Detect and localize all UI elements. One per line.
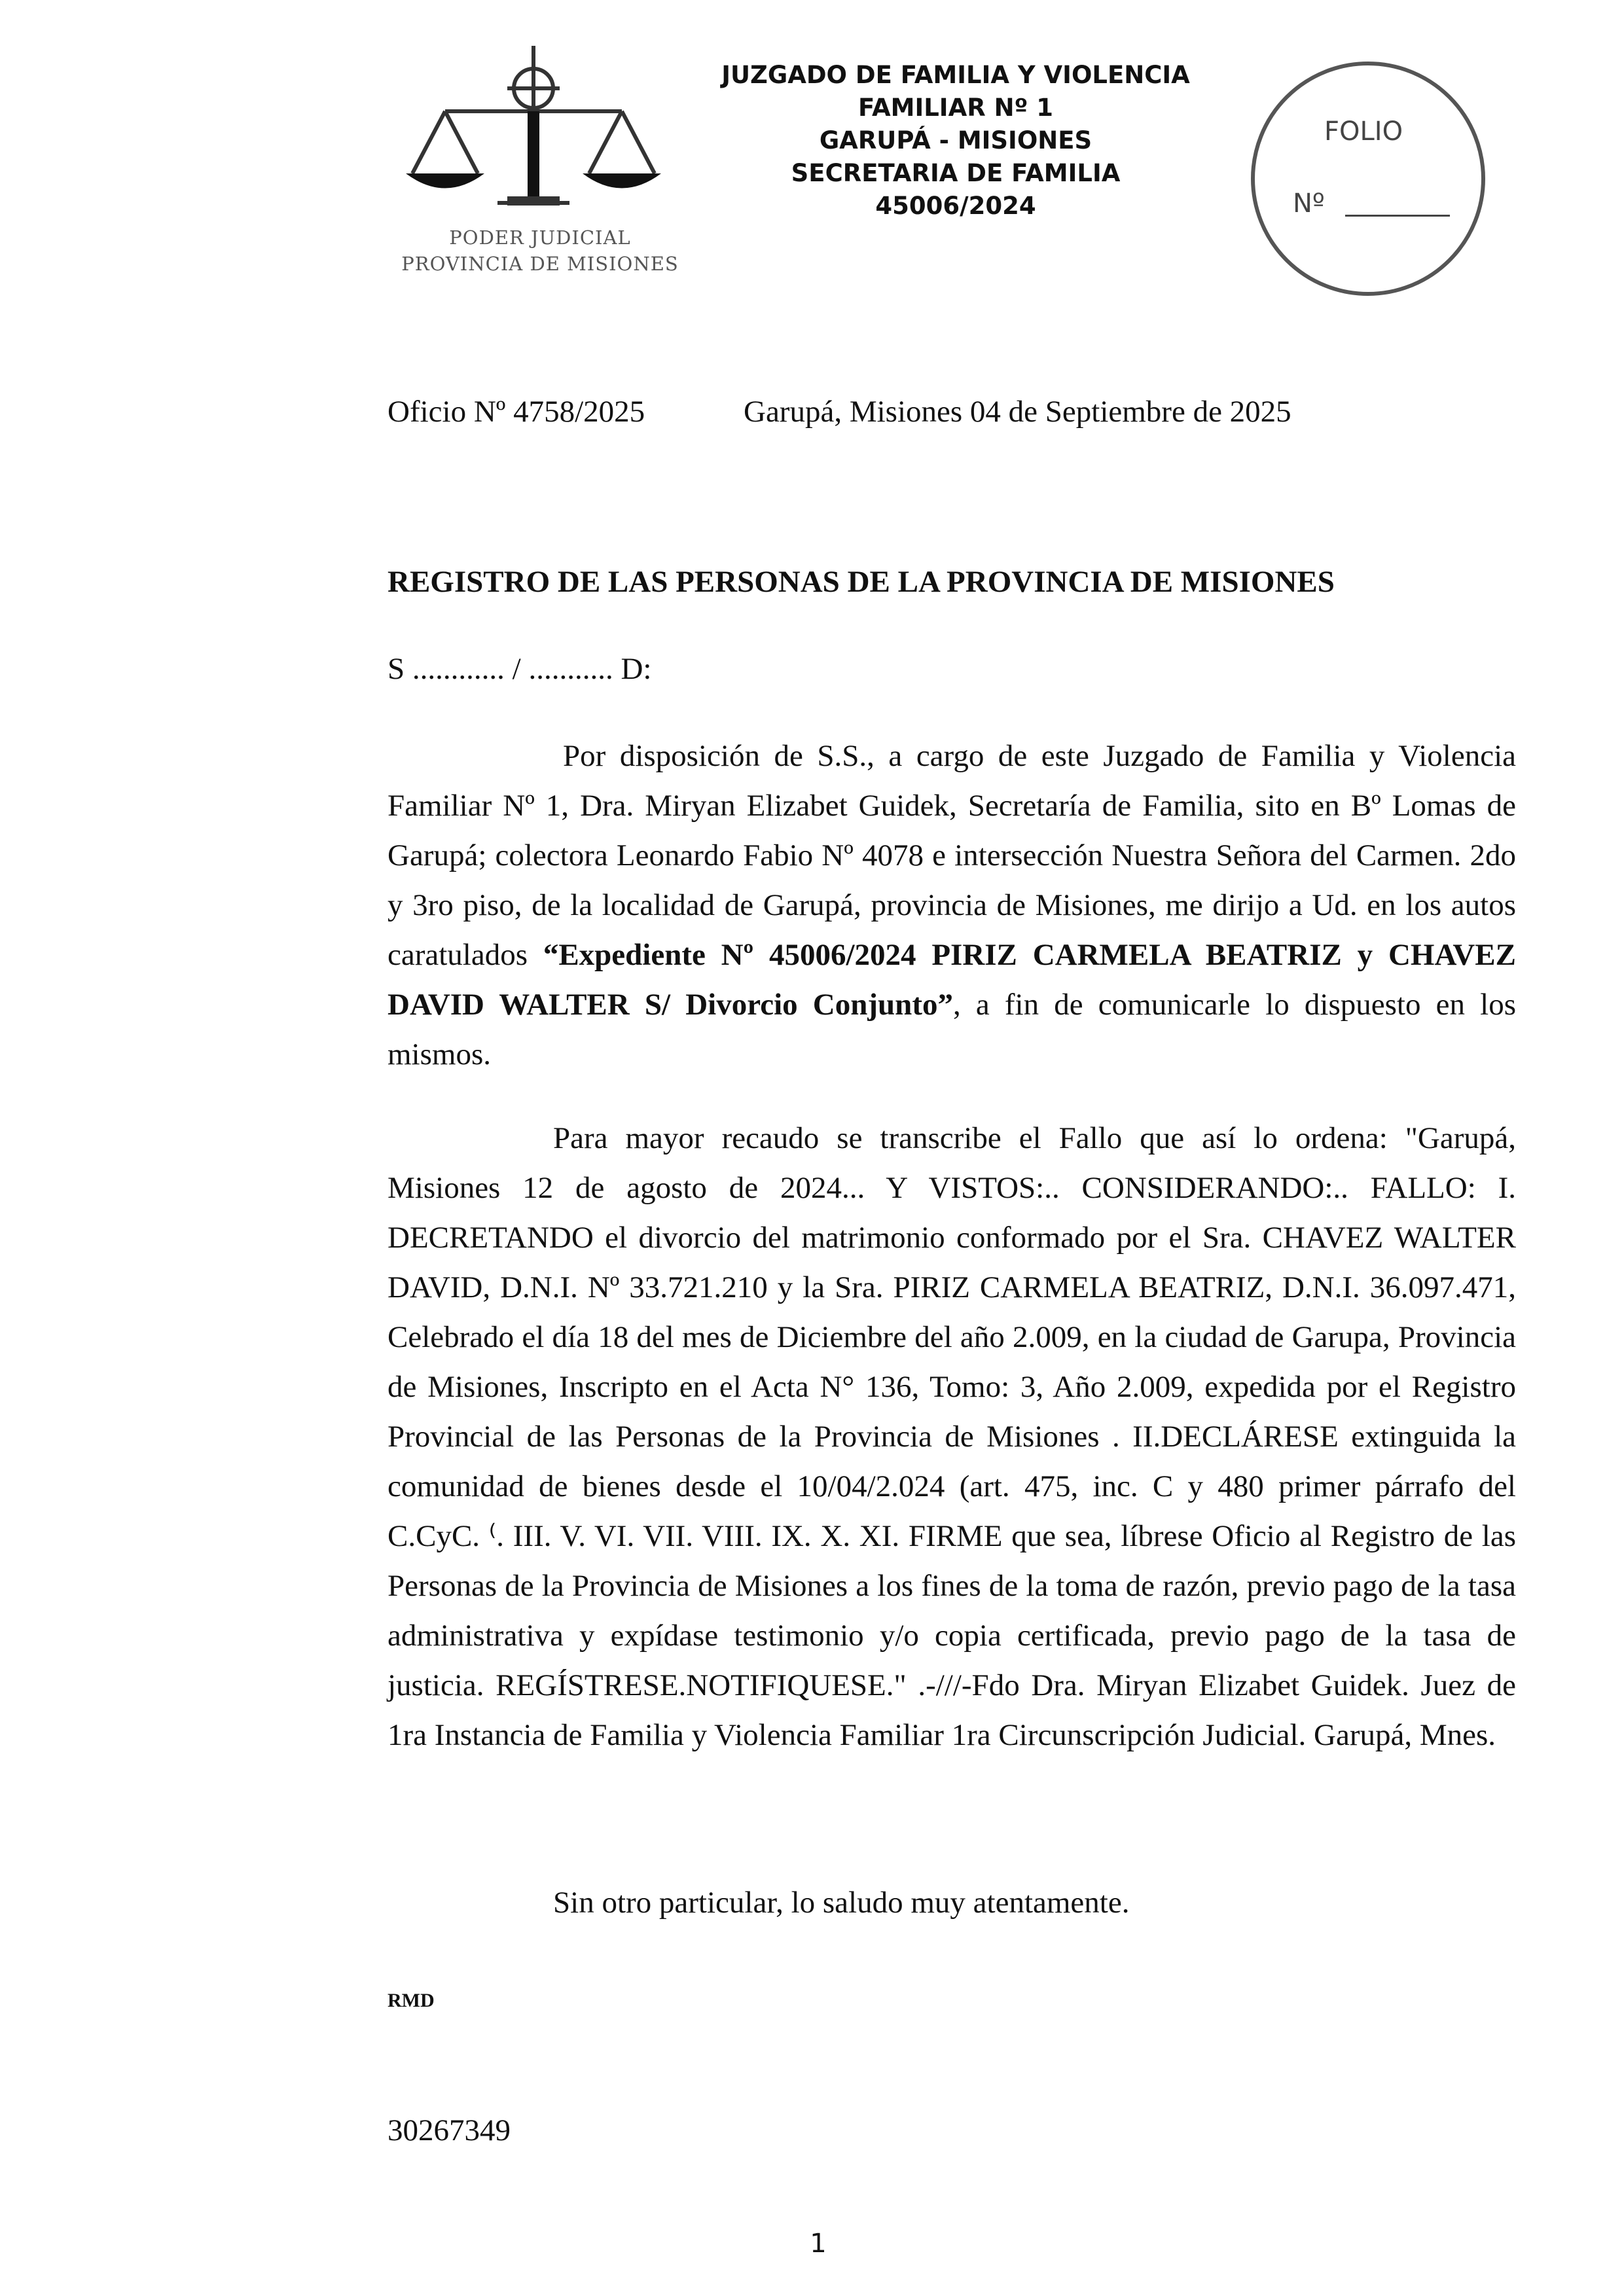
recipient-heading: REGISTRO DE LAS PERSONAS DE LA PROVINCIA DE MISIONES	[388, 565, 1335, 599]
court-header-line2: FAMILIAR Nº 1	[857, 94, 1054, 122]
paragraph1-text-after: , a fin de comunicarle lo dispuesto en los mismos.	[388, 988, 1516, 1071]
place-date: Garupá, Misiones 04 de Septiembre de 2025	[744, 395, 1291, 429]
page-number: 1	[810, 2229, 827, 2259]
folio-label: FOLIO	[1324, 117, 1403, 147]
stamp-circle-icon	[1247, 58, 1489, 300]
court-header-line4: SECRETARIA DE FAMILIA	[791, 159, 1121, 187]
folio-number-line	[1345, 215, 1450, 217]
court-header-line3: GARUPÁ - MISIONES	[819, 126, 1092, 154]
court-header-line1: JUZGADO DE FAMILIA Y VIOLENCIA	[721, 61, 1190, 89]
author-initials: RMD	[388, 1990, 435, 2011]
scales-of-justice-icon	[399, 39, 681, 223]
logo-caption-line1: PODER JUDICIAL	[449, 226, 631, 249]
body-paragraph-2: Para mayor recaudo se transcribe el Fallo que así lo ordena: "Garupá, Misiones 12 de agosto de 2024... Y VISTOS:.. CONSIDERANDO:.. FALLO: I. DECRETANDO el divorcio del matrimonio conformado por el Sra. CHAVEZ WALTER DAVID, D.N.I. Nº 33.721.210 y la Sra. PIRIZ CARMELA BEATRIZ, D.N.I. 36.097.471, Celebrado el día 18 del mes de Diciembre del año 2.009, en la ciudad de Garupa, Provincia de Misiones, Inscripto en el Acta N° 136, Tomo: 3, Año 2.009, expedida por el Registro Provincial de las Personas de la Provincia de Misiones . II.DECLÁRESE extinguida la comunidad de bienes desde el 10/04/2.024 (art. 475, inc. C y 480 primer párrafo del C.CyC. ⁽. III. V. VI. VII. VIII. IX. X. XI. FIRME que sea, líbrese Oficio al Registro de las Personas de la Provincia de Misiones a los fines de la toma de razón, previo pago de la tasa administrativa y expídase testimonio y/o copia certificada, previo pago de la tasa de justicia. REGÍSTRESE.NOTIFIQUESE." .-///-Fdo Dra. Miryan Elizabet Guidek. Juez de 1ra Instancia de Familia y Violencia Familiar 1ra Circunscripción Judicial. Garupá, Mnes.	[388, 1121, 1516, 1752]
logo-caption-line2: PROVINCIA DE MISIONES	[401, 253, 679, 275]
document-number: 30267349	[388, 2113, 511, 2147]
folio-stamp	[1247, 58, 1489, 300]
oficio-number: Oficio Nº 4758/2025	[388, 395, 645, 429]
paragraph1-case-title: “Expediente Nº 45006/2024 PIRIZ CARMELA BEATRIZ y CHAVEZ DAVID WALTER S/ Divorcio Conjunto”	[388, 938, 1516, 1022]
poder-judicial-logo	[399, 39, 681, 295]
salutation: S ............ / ........... D:	[388, 652, 652, 686]
court-header	[674, 59, 1237, 223]
body-paragraph-1	[388, 731, 1516, 1079]
court-header-line5: 45006/2024	[875, 192, 1036, 220]
closing-line: Sin otro particular, lo saludo muy atentamente.	[553, 1886, 1130, 1920]
folio-number-label: Nº	[1293, 188, 1325, 219]
paragraph1-text-before: Por disposición de S.S., a cargo de este Juzgado de Familia y Violencia Familiar Nº 1, Dra. Miryan Elizabet Guidek, Secretaría de Familia, sito en Bº Lomas de Garupá; colectora Leonardo Fabio Nº 4078 e intersección Nuestra Señora del Carmen. 2do y 3ro piso, de la localidad de Garupá, provincia de Misiones, me dirijo a Ud. en los autos caratulados	[388, 739, 1516, 972]
